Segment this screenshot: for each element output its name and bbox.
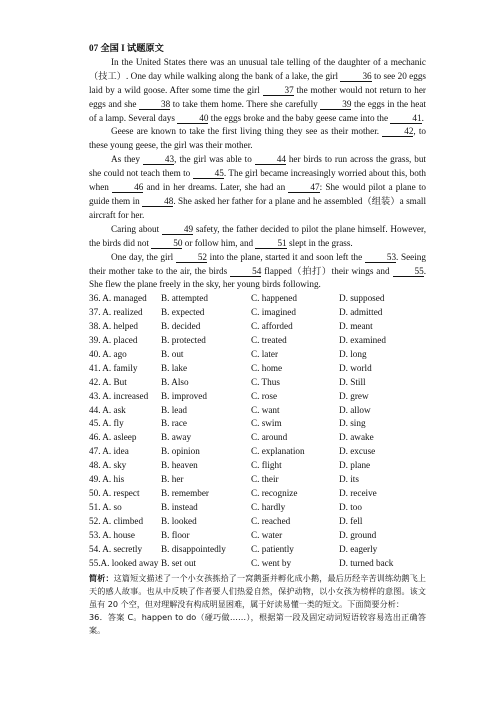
- option-cell: 47. A. idea: [89, 446, 129, 457]
- document-title: 07 全国 I 试题原文: [89, 43, 164, 53]
- option-row: [89, 292, 426, 306]
- option-cell: 36. A. managed: [89, 293, 147, 304]
- option-cell: D. ground: [339, 529, 377, 540]
- analysis-label: 简析：: [89, 573, 114, 584]
- option-cell: D. excuse: [339, 446, 376, 457]
- option-cell: D. allow: [339, 404, 371, 415]
- passage-text: to take them home. There she carefully: [170, 98, 321, 109]
- option-cell: B. out: [161, 348, 184, 359]
- option-cell: D. its: [339, 474, 359, 485]
- option-row: [89, 459, 426, 473]
- passage-text: . Seeing their mother take to the air, the birds: [89, 251, 426, 276]
- option-cell: B. remember: [161, 488, 209, 498]
- option-cell: 42. A. But: [89, 376, 127, 387]
- passage-text: the mother would not return to her eggs and she: [89, 84, 426, 109]
- option-cell: B. lake: [161, 362, 188, 373]
- option-cell: 44. A. ask: [89, 404, 126, 415]
- option-cell: C. Thus: [251, 376, 280, 387]
- answer-blank: 52: [176, 252, 207, 263]
- option-cell: C. water: [251, 529, 283, 540]
- answer-blank: 53: [365, 252, 396, 263]
- answer-blank: 40: [177, 113, 208, 124]
- answer-blank: 55: [393, 266, 424, 277]
- options-table: [89, 292, 426, 570]
- option-row: [89, 473, 426, 487]
- option-cell: D. eagerly: [339, 543, 378, 554]
- option-cell: B. her: [161, 474, 184, 485]
- option-cell: 54. A. secretly: [89, 543, 143, 554]
- option-cell: B. disappointedly: [161, 543, 226, 554]
- passage-text: As they: [111, 154, 143, 165]
- passage-text: One day, the girl: [111, 251, 176, 262]
- passage-text: .: [421, 112, 424, 123]
- passage-text: slept in the grass.: [286, 237, 353, 248]
- option-cell: B. instead: [161, 501, 198, 512]
- option-row: [89, 431, 426, 445]
- option-cell: 38. A. helped: [89, 321, 138, 332]
- option-cell: C. afforded: [251, 321, 293, 332]
- option-cell: B. expected: [161, 307, 205, 318]
- option-cell: D. meant: [339, 321, 373, 332]
- passage-text: to see 20 eggs laid by a wild goose. After some time the girl: [89, 70, 427, 95]
- answer-blank: 36: [340, 71, 371, 82]
- option-cell: 46. A. asleep: [89, 432, 137, 443]
- option-cell: D. Still: [339, 376, 366, 387]
- option-cell: B. heaven: [161, 460, 198, 471]
- answer-blank: 48: [142, 196, 173, 207]
- option-cell: D. supposed: [339, 293, 385, 304]
- answer-blank: 43: [143, 154, 174, 165]
- option-cell: D. too: [339, 501, 362, 512]
- option-cell: C. reached: [251, 515, 291, 526]
- passage-text: Caring about: [111, 223, 162, 234]
- option-cell: C. swim: [251, 418, 282, 429]
- option-row: [89, 376, 426, 390]
- option-row: [89, 557, 426, 571]
- passage: [89, 56, 426, 292]
- option-cell: C. went by: [251, 557, 292, 568]
- option-cell: 49. A. his: [89, 474, 125, 485]
- passage-paragraph: [89, 125, 426, 153]
- option-cell: B. improved: [161, 390, 207, 401]
- option-cell: 43. A. increased: [89, 390, 149, 401]
- option-cell: B. attempted: [161, 293, 208, 304]
- option-cell: D. fell: [339, 515, 363, 526]
- answer-blank: 54: [230, 266, 261, 277]
- option-cell: D. grew: [339, 390, 369, 401]
- answer-blank: 42: [382, 126, 413, 137]
- option-cell: D. admitted: [339, 307, 383, 318]
- option-cell: B. protected: [161, 335, 206, 346]
- passage-paragraph: [89, 251, 426, 293]
- option-row: [89, 334, 426, 348]
- passage-paragraph: [89, 223, 426, 251]
- answer-blank: 44: [255, 154, 286, 165]
- option-cell: B. Also: [161, 376, 189, 387]
- option-cell: B. floor: [161, 529, 190, 540]
- answer-blank: 46: [112, 182, 143, 193]
- passage-text: the eggs in the heat of a lamp. Several days: [89, 98, 426, 123]
- passage-text: flapped（拍打）their wings and: [261, 265, 393, 276]
- passage-text: In the United States there was an unusual tale telling of the daughter of a mechanic（技工）. One day while walking along the bank of a lake, the girl: [89, 56, 426, 81]
- option-cell: C. explanation: [251, 446, 305, 457]
- passage-text: : She would pilot a plane to guide them in: [89, 182, 426, 206]
- option-row: [89, 501, 426, 515]
- passage-text: the eggs broke and the baby geese came into the: [208, 112, 391, 123]
- passage-text: into the plane, started it and soon left the: [207, 251, 365, 262]
- option-cell: C. treated: [251, 335, 287, 346]
- answer-line: 36．答案 C。happen to do（碰巧做……），根据第一段及固定动词短语较容易选出正确答案。: [89, 612, 426, 636]
- answer-blank: 50: [151, 238, 182, 249]
- option-cell: C. imagined: [251, 307, 296, 318]
- passage-text: . She flew the plane freely in the sky, her young birds following.: [89, 265, 426, 290]
- option-cell: D. plane: [339, 460, 371, 471]
- option-cell: 37. A. realized: [89, 307, 143, 318]
- option-row: [89, 320, 426, 334]
- option-row: [89, 362, 426, 376]
- option-cell: C. around: [251, 432, 288, 443]
- option-cell: 51. A. so: [89, 501, 122, 512]
- option-row: [89, 543, 426, 557]
- option-cell: 39. A. placed: [89, 335, 138, 346]
- option-cell: D. examined: [339, 335, 386, 346]
- option-cell: D. receive: [339, 488, 377, 498]
- option-cell: C. hardly: [251, 501, 286, 512]
- option-cell: B. race: [161, 418, 188, 429]
- option-cell: C. happened: [251, 293, 297, 304]
- option-cell: C. later: [251, 348, 279, 359]
- option-cell: B. set out: [161, 557, 196, 568]
- answer-blank: 51: [255, 238, 286, 249]
- answer-blank: 49: [162, 224, 193, 235]
- answer-blank: 38: [139, 99, 170, 110]
- option-row: [89, 306, 426, 320]
- option-cell: B. looked: [161, 515, 197, 526]
- option-cell: 53. A. house: [89, 529, 135, 540]
- option-cell: B. away: [161, 432, 192, 443]
- passage-text: , to these young geese, the girl was their mother.: [89, 126, 426, 151]
- option-cell: C. home: [251, 362, 283, 373]
- passage-paragraph: [89, 153, 426, 223]
- option-row: [89, 515, 426, 529]
- option-cell: 40. A. ago: [89, 348, 127, 359]
- answer-blank: 37: [263, 85, 294, 96]
- option-cell: D. turned back: [339, 557, 394, 568]
- option-cell: 50. A. respect: [89, 488, 140, 498]
- option-row: [89, 348, 426, 362]
- option-cell: D. sing: [339, 418, 366, 429]
- option-cell: 48. A. sky: [89, 460, 127, 471]
- option-row: [89, 404, 426, 418]
- option-cell: 45. A. fly: [89, 418, 124, 429]
- option-cell: B. lead: [161, 404, 188, 415]
- option-cell: D. long: [339, 348, 367, 359]
- option-cell: 55.A. looked away: [89, 557, 159, 568]
- analysis-section: [89, 572, 426, 637]
- passage-text: and in her dreams. Later, she had an: [143, 182, 289, 193]
- answer-blank: 47: [288, 182, 319, 193]
- option-cell: C. recognize: [251, 488, 298, 498]
- option-cell: C. patiently: [251, 543, 294, 554]
- option-cell: 41. A. family: [89, 362, 138, 373]
- option-cell: B. decided: [161, 321, 201, 332]
- option-cell: C. flight: [251, 460, 282, 471]
- answer-blank: 45: [193, 168, 224, 179]
- passage-text: . She asked her father for a plane and he assembled（组装）a small aircraft for her.: [89, 195, 427, 220]
- option-cell: B. opinion: [161, 446, 200, 457]
- option-cell: C. rose: [251, 390, 278, 401]
- passage-text: . The girl became increasingly worried about this, both when: [89, 168, 427, 193]
- option-cell: C. want: [251, 404, 280, 415]
- passage-text: safety, the father decided to pilot the plane himself. However, the birds did not: [89, 223, 426, 248]
- option-cell: C. their: [251, 474, 279, 485]
- answer-blank: 39: [320, 99, 351, 110]
- analysis-text: 这篇短文描述了一个小女孩拣拾了一窝鹅蛋并孵化成小鹅，最后历经辛苦训练幼鹅飞上天的感人故事。也从中反映了作者要人们热爱自然，保护动物，以小女孩为榜样的意图。该文虽有 20 个空，但对理解没有构成明显困难，属于好读易懂一类的短文。下面简要分析：: [89, 573, 426, 610]
- option-row: [89, 445, 426, 459]
- option-row: [89, 487, 426, 501]
- option-cell: D. world: [339, 362, 372, 373]
- passage-text: Geese are known to take the first living thing they see as their mother.: [111, 126, 383, 137]
- passage-text: or follow him, and: [182, 237, 256, 248]
- option-row: [89, 390, 426, 404]
- answer-blank: 41: [390, 113, 421, 124]
- passage-paragraph: [89, 56, 426, 126]
- option-cell: D. awake: [339, 432, 374, 443]
- option-cell: 52. A. climbed: [89, 515, 144, 526]
- option-row: [89, 529, 426, 543]
- passage-text: , the girl was able to: [174, 154, 255, 165]
- option-row: [89, 417, 426, 431]
- passage-text: her birds to run across the grass, but she could not teach them to: [89, 154, 426, 179]
